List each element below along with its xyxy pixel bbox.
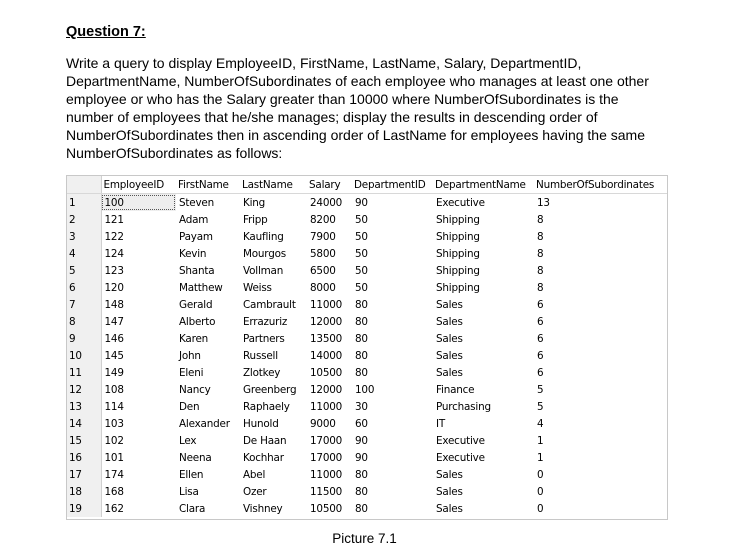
table-cell[interactable]: Sales xyxy=(436,349,463,362)
column-header[interactable]: NumberOfSubordinates xyxy=(534,176,667,194)
row-number[interactable]: 7 xyxy=(67,296,101,313)
column-header[interactable]: LastName xyxy=(240,176,307,194)
table-cell[interactable]: 11000 xyxy=(310,400,343,413)
row-number[interactable]: 17 xyxy=(67,466,101,483)
table-cell[interactable]: 10500 xyxy=(310,502,343,515)
table-cell[interactable]: Weiss xyxy=(243,281,272,294)
table-cell[interactable]: Executive xyxy=(436,451,485,464)
result-body xyxy=(67,194,667,518)
table-cell[interactable]: Alexander xyxy=(179,417,230,430)
table-cell[interactable]: 6 xyxy=(537,332,544,345)
row-number[interactable]: 8 xyxy=(67,313,101,330)
table-row[interactable] xyxy=(67,228,667,245)
table-row[interactable] xyxy=(67,483,667,500)
table-cell[interactable]: 103 xyxy=(104,417,124,430)
table-cell[interactable]: Neena xyxy=(179,451,212,464)
table-cell[interactable]: 148 xyxy=(104,298,124,311)
table-cell[interactable]: 147 xyxy=(104,315,124,328)
row-number[interactable]: 9 xyxy=(67,330,101,347)
table-cell[interactable]: 9000 xyxy=(310,417,336,430)
table-cell[interactable]: 50 xyxy=(355,264,368,277)
table-row[interactable] xyxy=(67,500,667,517)
table-cell[interactable]: Lisa xyxy=(179,485,199,498)
table-cell[interactable]: 100 xyxy=(355,383,375,396)
table-cell[interactable]: 50 xyxy=(355,247,368,260)
table-cell[interactable]: 8200 xyxy=(310,213,336,226)
column-header[interactable]: DepartmentName xyxy=(433,176,534,194)
query-result-grid xyxy=(66,175,668,520)
table-cell[interactable]: 5 xyxy=(537,383,544,396)
table-cell[interactable]: De Haan xyxy=(243,434,287,447)
column-header[interactable]: FirstName xyxy=(176,176,240,194)
question-text: Write a query to display EmployeeID, FirstName, LastName, Salary, DepartmentID, DepartmentName, NumberOfSubordinates of each employee who manages at least one other employee or who has the Salary greater than 10000 where NumberOfSubordinates is the number of employees that he/she manages; display the results in descending order of NumberOfSubordinates then in ascending order of LastName for employees having the same NumberOfSubordinates as follows: xyxy=(66,55,649,161)
table-row[interactable] xyxy=(67,194,667,212)
table-cell[interactable]: Purchasing xyxy=(436,400,491,413)
table-cell[interactable]: 8 xyxy=(537,281,544,294)
table-cell[interactable]: 13 xyxy=(537,196,550,209)
table-cell[interactable]: 6 xyxy=(537,366,544,379)
table-cell[interactable]: Shipping xyxy=(436,264,480,277)
table-cell[interactable]: 30 xyxy=(355,400,368,413)
table-cell[interactable]: 6 xyxy=(537,315,544,328)
table-cell[interactable]: Kochhar xyxy=(243,451,284,464)
table-cell[interactable]: 1 xyxy=(537,434,544,447)
table-cell[interactable]: Errazuriz xyxy=(243,315,288,328)
table-cell[interactable]: Eleni xyxy=(179,366,204,379)
table-cell[interactable]: 102 xyxy=(104,434,124,447)
question-heading: Question 7: xyxy=(66,24,146,40)
table-cell[interactable]: 114 xyxy=(104,400,124,413)
table-cell[interactable]: Mourgos xyxy=(243,247,286,260)
table-cell[interactable]: Sales xyxy=(436,502,463,515)
row-number[interactable]: 15 xyxy=(67,432,101,449)
table-cell[interactable]: Kevin xyxy=(179,247,207,260)
table-cell[interactable]: Zlotkey xyxy=(243,366,281,379)
row-number[interactable]: 3 xyxy=(67,228,101,245)
picture-caption: Picture 7.1 xyxy=(332,531,397,546)
table-cell[interactable]: 8000 xyxy=(310,281,336,294)
table-cell[interactable]: Ozer xyxy=(243,485,267,498)
table-cell[interactable]: 6 xyxy=(537,298,544,311)
row-number[interactable]: 18 xyxy=(67,483,101,500)
table-cell[interactable]: 5800 xyxy=(310,247,336,260)
table-cell[interactable]: Den xyxy=(179,400,200,413)
table-row[interactable] xyxy=(67,211,667,228)
table-cell[interactable]: 0 xyxy=(537,502,544,515)
table-cell[interactable]: Vishney xyxy=(243,502,283,515)
table-row[interactable] xyxy=(67,432,667,449)
row-number[interactable]: 1 xyxy=(67,194,101,212)
table-cell[interactable]: Alberto xyxy=(179,315,216,328)
table-cell[interactable]: Greenberg xyxy=(243,383,297,396)
row-number[interactable]: 16 xyxy=(67,449,101,466)
table-cell[interactable]: Matthew xyxy=(179,281,223,294)
table-cell[interactable]: 7900 xyxy=(310,230,336,243)
table-cell[interactable]: 11000 xyxy=(310,298,343,311)
table-cell[interactable]: 146 xyxy=(104,332,124,345)
row-number[interactable]: 10 xyxy=(67,347,101,364)
table-cell[interactable]: 80 xyxy=(355,315,368,328)
table-cell[interactable]: 12000 xyxy=(310,383,343,396)
table-cell[interactable]: 11000 xyxy=(310,468,343,481)
table-cell[interactable]: 50 xyxy=(355,230,368,243)
table-cell[interactable]: Lex xyxy=(179,434,197,447)
table-cell[interactable]: 101 xyxy=(104,451,124,464)
table-row[interactable] xyxy=(67,398,667,415)
column-header[interactable]: DepartmentID xyxy=(352,176,433,194)
table-cell[interactable]: Abel xyxy=(243,468,266,481)
table-row[interactable] xyxy=(67,364,667,381)
table-cell[interactable]: 80 xyxy=(355,298,368,311)
table-row[interactable] xyxy=(67,245,667,262)
table-cell[interactable]: Finance xyxy=(436,383,475,396)
table-cell[interactable]: 50 xyxy=(355,281,368,294)
table-cell[interactable]: 90 xyxy=(355,196,368,209)
row-number[interactable]: 6 xyxy=(67,279,101,296)
table-cell[interactable]: Cambrault xyxy=(243,298,296,311)
table-row[interactable] xyxy=(67,466,667,483)
table-cell[interactable]: John xyxy=(179,349,201,362)
table-cell[interactable]: 124 xyxy=(104,247,124,260)
table-cell[interactable]: 80 xyxy=(355,468,368,481)
table-cell[interactable]: Shipping xyxy=(436,281,480,294)
column-header[interactable]: Salary xyxy=(307,176,352,194)
table-cell[interactable]: 149 xyxy=(104,366,124,379)
table-cell[interactable]: IT xyxy=(436,417,446,430)
table-cell[interactable]: Shipping xyxy=(436,230,480,243)
table-cell[interactable]: Ellen xyxy=(179,468,204,481)
table-cell[interactable]: Karen xyxy=(179,332,209,345)
table-cell[interactable]: 145 xyxy=(104,349,124,362)
table-cell[interactable]: 162 xyxy=(104,502,124,515)
table-row[interactable] xyxy=(67,279,667,296)
table-cell[interactable]: Fripp xyxy=(243,213,268,226)
table-cell[interactable]: Sales xyxy=(436,315,463,328)
table-cell[interactable]: Executive xyxy=(436,196,485,209)
table-cell[interactable]: Hunold xyxy=(243,417,279,430)
table-cell[interactable]: 0 xyxy=(537,485,544,498)
table-cell[interactable]: King xyxy=(243,196,266,209)
table-cell[interactable]: 50 xyxy=(355,213,368,226)
row-number-header xyxy=(67,176,101,194)
table-cell[interactable]: 168 xyxy=(104,485,124,498)
table-cell[interactable]: 90 xyxy=(355,451,368,464)
table-cell[interactable]: Sales xyxy=(436,332,463,345)
table-cell[interactable]: 13500 xyxy=(310,332,343,345)
table-cell[interactable]: Partners xyxy=(243,332,285,345)
table-row[interactable] xyxy=(67,415,667,432)
row-number[interactable]: 4 xyxy=(67,245,101,262)
table-cell[interactable]: Sales xyxy=(436,366,463,379)
table-cell[interactable]: 10500 xyxy=(310,366,343,379)
table-cell[interactable]: 1 xyxy=(537,451,544,464)
table-cell[interactable]: Sales xyxy=(436,298,463,311)
table-cell[interactable]: 6 xyxy=(537,349,544,362)
table-cell[interactable]: Steven xyxy=(179,196,214,209)
table-cell[interactable]: 80 xyxy=(355,502,368,515)
table-row[interactable] xyxy=(67,330,667,347)
table-row[interactable] xyxy=(67,313,667,330)
table-cell[interactable]: 4 xyxy=(537,417,544,430)
table-cell[interactable]: Shanta xyxy=(179,264,215,277)
table-cell[interactable]: Raphaely xyxy=(243,400,290,413)
table-cell[interactable]: 80 xyxy=(355,366,368,379)
row-number[interactable]: 14 xyxy=(67,415,101,432)
table-cell[interactable]: 123 xyxy=(104,264,124,277)
table-cell[interactable]: 108 xyxy=(104,383,124,396)
table-cell[interactable]: 8 xyxy=(537,230,544,243)
table-cell[interactable]: 17000 xyxy=(310,434,343,447)
table-cell[interactable]: 121 xyxy=(104,213,124,226)
table-cell[interactable]: Nancy xyxy=(179,383,211,396)
table-row[interactable] xyxy=(67,449,667,466)
table-row[interactable] xyxy=(67,347,667,364)
column-header[interactable]: EmployeeID xyxy=(101,176,176,194)
row-number[interactable]: 12 xyxy=(67,381,101,398)
result-table xyxy=(67,176,667,517)
row-number[interactable]: 19 xyxy=(67,500,101,517)
table-row[interactable] xyxy=(67,262,667,279)
header-row xyxy=(67,176,667,194)
table-cell[interactable]: 80 xyxy=(355,349,368,362)
row-number[interactable]: 11 xyxy=(67,364,101,381)
row-number[interactable]: 13 xyxy=(67,398,101,415)
table-cell[interactable]: 122 xyxy=(104,230,124,243)
table-cell[interactable]: 8 xyxy=(537,264,544,277)
table-cell[interactable]: 11500 xyxy=(310,485,343,498)
table-cell[interactable]: 174 xyxy=(104,468,124,481)
table-cell[interactable]: 60 xyxy=(355,417,368,430)
table-cell[interactable]: Sales xyxy=(436,485,463,498)
table-cell[interactable]: Gerald xyxy=(179,298,213,311)
table-cell[interactable]: 80 xyxy=(355,485,368,498)
table-cell[interactable]: Russell xyxy=(243,349,278,362)
table-cell[interactable]: 14000 xyxy=(310,349,343,362)
table-cell[interactable]: 100 xyxy=(101,194,176,212)
table-cell[interactable]: Shipping xyxy=(436,213,480,226)
table-cell[interactable]: 17000 xyxy=(310,451,343,464)
table-cell[interactable]: Shipping xyxy=(436,247,480,260)
table-cell[interactable]: 8 xyxy=(537,247,544,260)
table-cell[interactable]: Payam xyxy=(179,230,213,243)
table-cell[interactable]: 120 xyxy=(104,281,124,294)
table-cell[interactable]: 12000 xyxy=(310,315,343,328)
table-cell[interactable]: Clara xyxy=(179,502,206,515)
table-row[interactable] xyxy=(67,296,667,313)
table-cell[interactable]: 80 xyxy=(355,332,368,345)
table-cell[interactable]: Adam xyxy=(179,213,209,226)
table-cell[interactable]: 8 xyxy=(537,213,544,226)
table-cell[interactable]: 90 xyxy=(355,434,368,447)
table-cell[interactable]: Vollman xyxy=(243,264,284,277)
table-cell[interactable]: Kaufling xyxy=(243,230,284,243)
table-cell[interactable]: 6500 xyxy=(310,264,336,277)
table-cell[interactable]: 24000 xyxy=(310,196,343,209)
row-number[interactable]: 2 xyxy=(67,211,101,228)
table-cell[interactable]: 5 xyxy=(537,400,544,413)
table-cell[interactable]: 0 xyxy=(537,468,544,481)
table-cell[interactable]: Executive xyxy=(436,434,485,447)
row-number[interactable]: 5 xyxy=(67,262,101,279)
table-row[interactable] xyxy=(67,381,667,398)
table-cell[interactable]: Sales xyxy=(436,468,463,481)
